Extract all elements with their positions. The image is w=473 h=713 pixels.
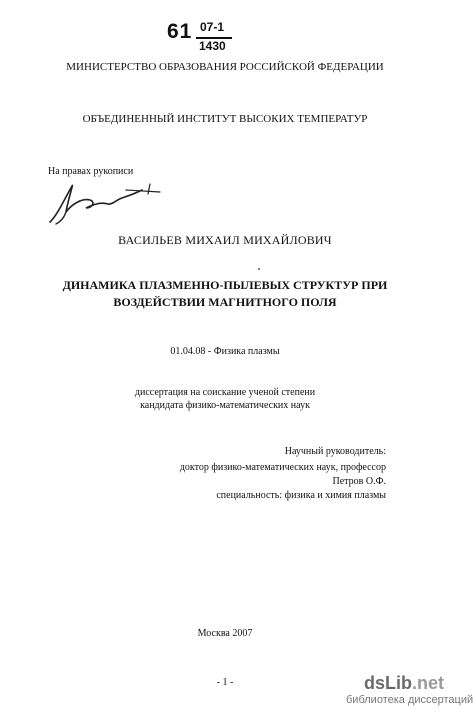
manuscript-rights-note: На правах рукописи (48, 166, 134, 177)
institute-heading: ОБЪЕДИНЕННЫЙ ИНСТИТУТ ВЫСОКИХ ТЕМПЕРАТУР (82, 113, 368, 125)
watermark-logo (364, 673, 444, 694)
ministry-heading: МИНИСТЕРСТВО ОБРАЗОВАНИЯ РОССИЙСКОЙ ФЕДЕРАЦИИ (66, 61, 384, 73)
thesis-title-line-1: ДИНАМИКА ПЛАЗМЕННО-ПЫЛЕВЫХ СТРУКТУР ПРИ (62, 278, 388, 292)
watermark-logo-main: dsLib (364, 673, 412, 693)
supervisor-degree: доктор физико-математических наук, профессор (179, 462, 386, 473)
archive-number-bottom: 1430 (199, 39, 226, 53)
degree-statement-line-2: кандидата физико-математических наук (140, 400, 310, 411)
watermark-caption: библиотека диссертаций (346, 694, 473, 706)
degree-statement-line-1: диссертация на соискание ученой степени (134, 387, 316, 398)
thesis-title-line-2: ВОЗДЕЙСТВИИ МАГНИТНОГО ПОЛЯ (113, 295, 337, 309)
supervisor-name: Петров О.Ф. (332, 476, 386, 487)
city-year: Москва 2007 (197, 628, 253, 639)
supervisor-speciality: специальность: физика и химия плазмы (216, 490, 386, 501)
scan-speck (258, 268, 260, 270)
page-number: - 1 - (216, 677, 234, 688)
archive-number-main: 61 (167, 20, 193, 43)
specialty-code: 01.04.08 - Физика плазмы (170, 346, 280, 357)
author-name: ВАСИЛЬЕВ МИХАИЛ МИХАЙЛОВИЧ (118, 233, 332, 247)
handwritten-signature (42, 170, 172, 230)
watermark-logo-domain: .net (412, 673, 445, 693)
archive-number-top: 07-1 (200, 20, 225, 34)
supervisor-label: Научный руководитель: (284, 446, 386, 457)
